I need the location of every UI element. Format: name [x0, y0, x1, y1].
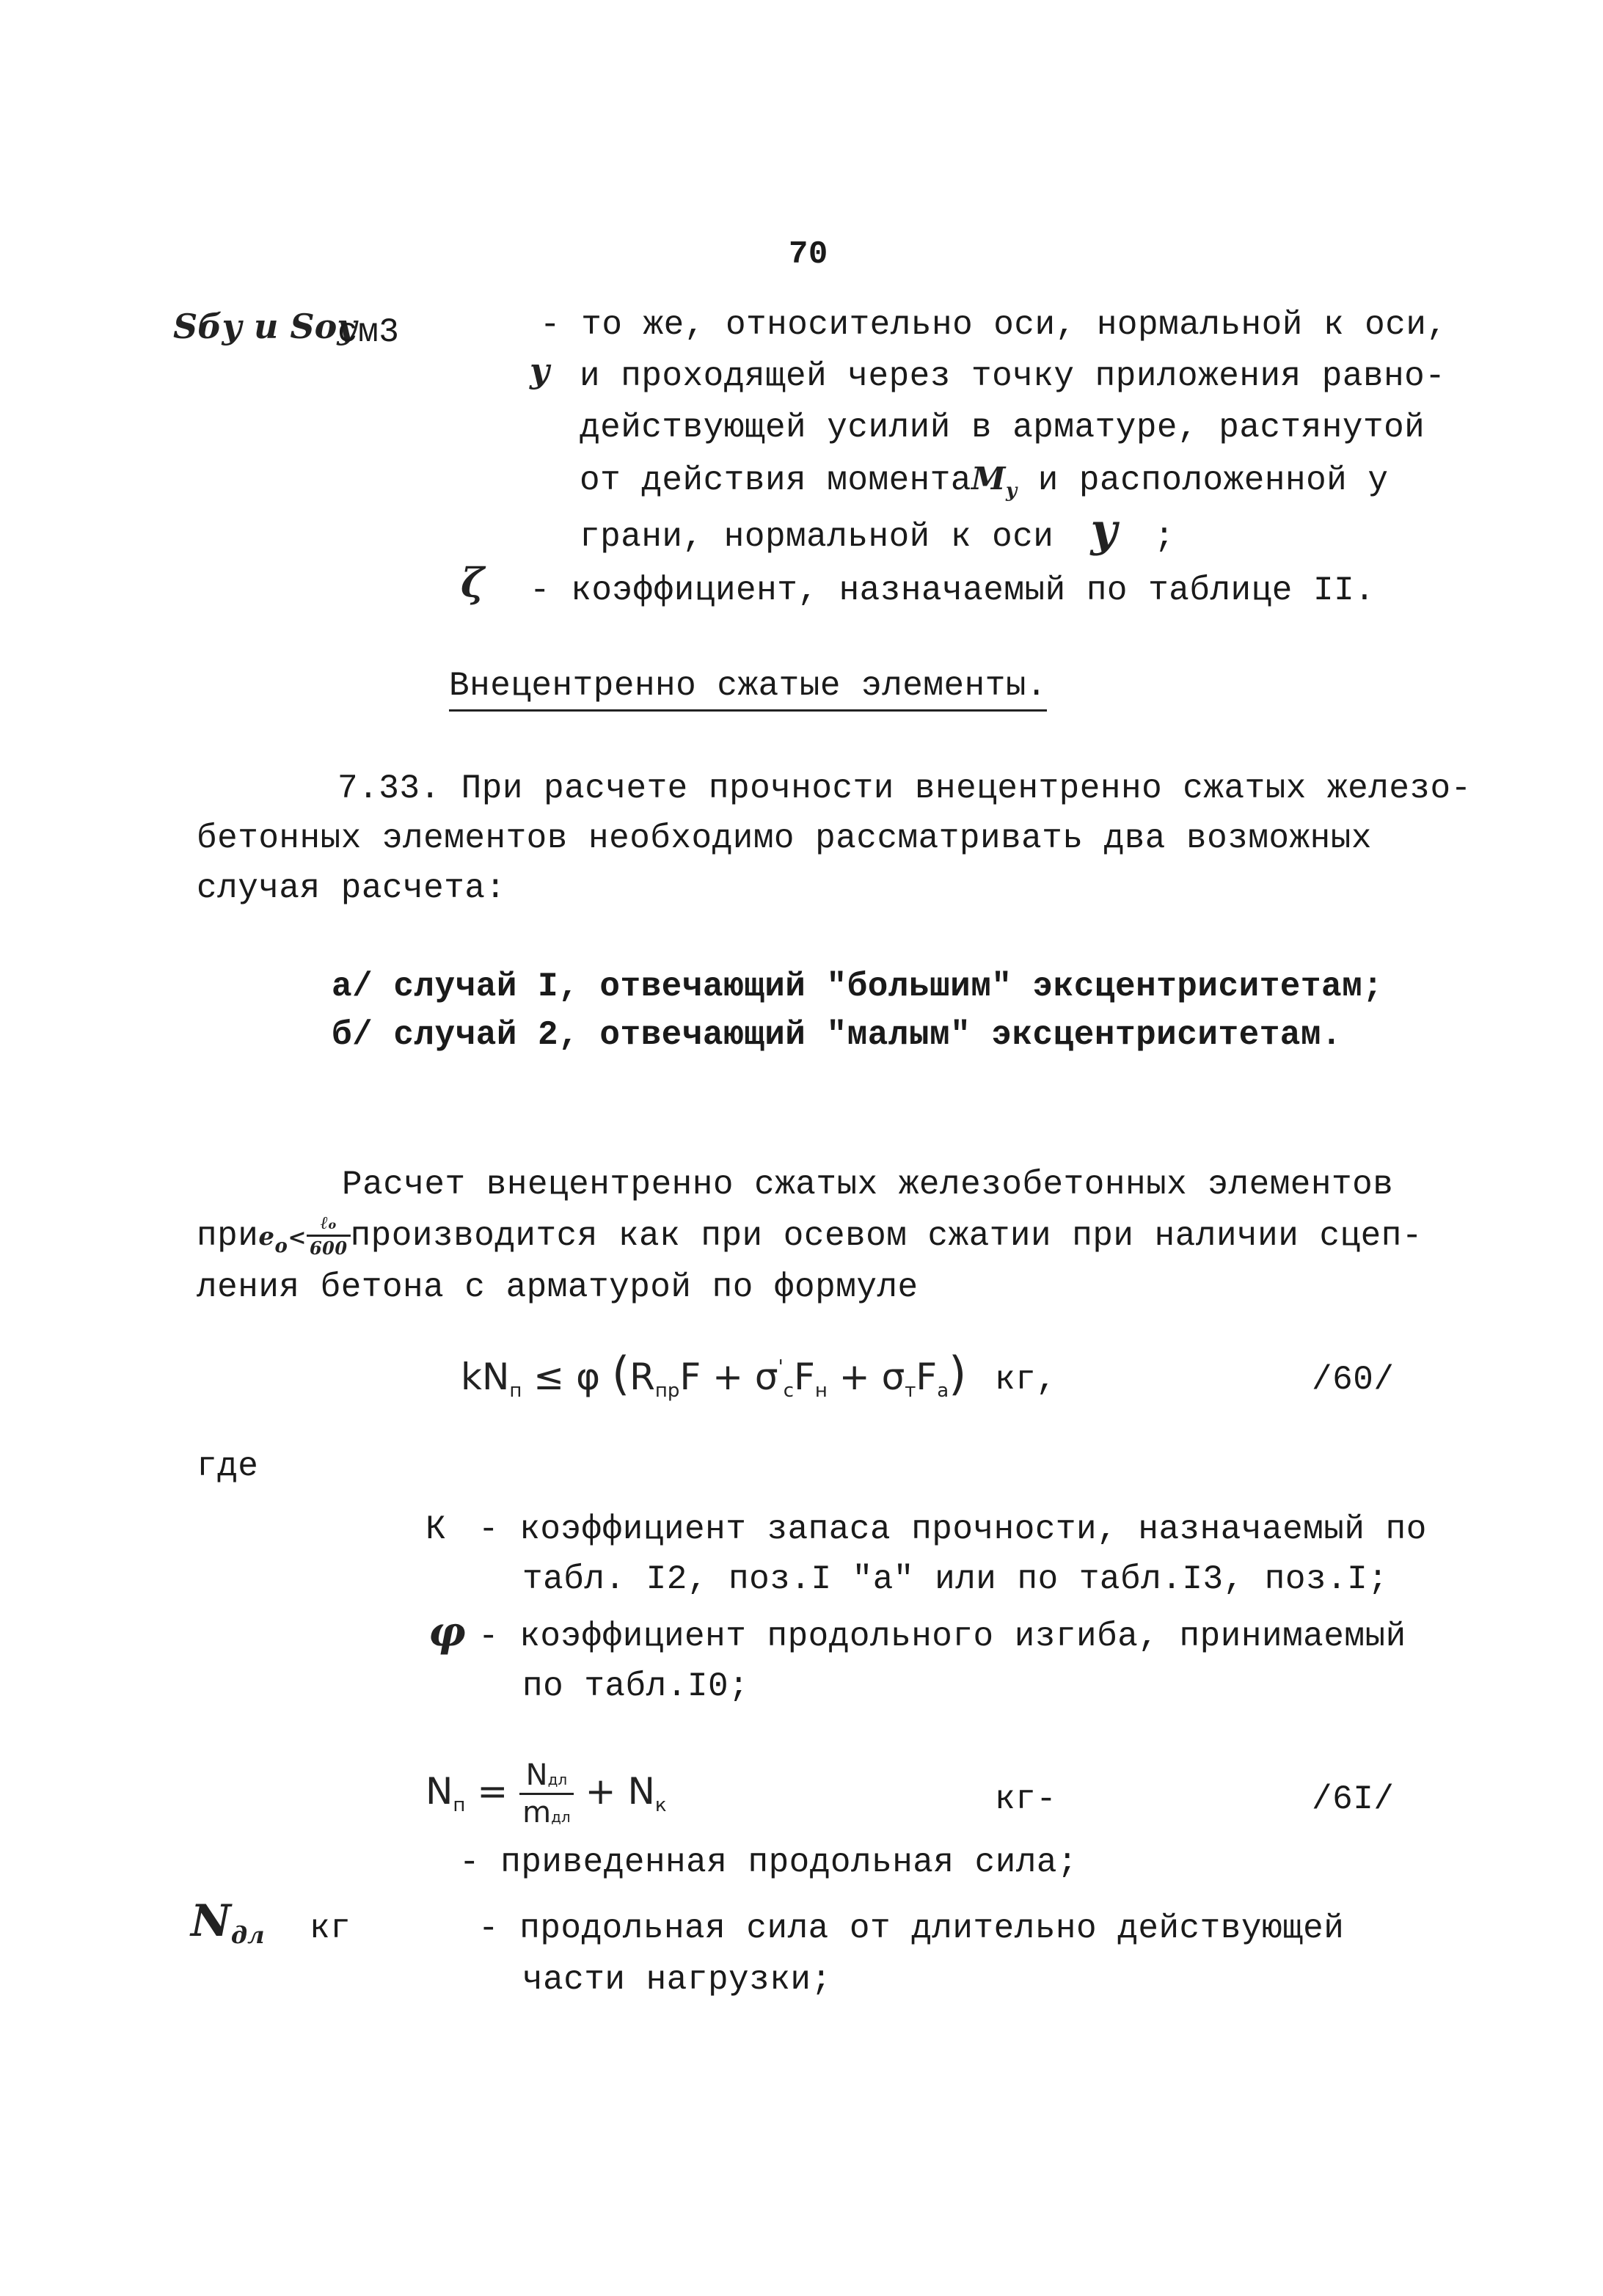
symbol-y-large: y: [1090, 503, 1118, 557]
f60-f: F: [679, 1356, 701, 1398]
cond-lhs-sub: o: [274, 1235, 288, 1257]
symbol-my: [971, 461, 1018, 502]
f61-rhs: N: [627, 1770, 655, 1813]
f60-r-sub: пр: [654, 1380, 680, 1402]
f60-sigma-c-sub: с: [783, 1380, 795, 1402]
calc-line-2-post: производится как при осевом сжатии при наличии сцеп-: [350, 1217, 1423, 1255]
def-phi-line-1: - коэффициент продольного изгиба, принимаемый: [478, 1617, 1406, 1656]
f60-kn: kN: [461, 1356, 510, 1398]
f61-den-base: m: [522, 1796, 552, 1829]
formula-60-number: /60/: [1312, 1361, 1395, 1399]
cond-denominator: 600: [309, 1237, 348, 1259]
cond-num-base: ℓ: [320, 1212, 329, 1234]
f61-numerator: [519, 1758, 574, 1795]
def-line-4-text: от действия момента: [580, 461, 971, 500]
formula-60: [461, 1347, 966, 1402]
f61-rhs-sub: к: [654, 1794, 667, 1816]
f60-leq: ≤: [533, 1356, 565, 1398]
f61-lhs-sub: п: [453, 1794, 466, 1816]
def-line-2: и проходящей через точку приложения равно-: [580, 357, 1446, 395]
f60-sigma-t: σ: [881, 1356, 905, 1398]
def-line-1: - то же, относительно оси, нормальной к оси,: [540, 306, 1447, 344]
f60-plus-2: +: [839, 1356, 870, 1398]
cond-op: <: [288, 1225, 307, 1251]
symbol-y: y: [530, 351, 549, 390]
para-733-line-3: случая расчета:: [197, 869, 506, 907]
ndl-symbol-base: N: [191, 1895, 231, 1947]
def-phi-line-2: по табл.I0;: [522, 1667, 750, 1705]
f60-fn: F: [794, 1356, 815, 1398]
formula-60-unit: кг,: [995, 1361, 1057, 1399]
f60-fa-sub: а: [937, 1380, 949, 1402]
def-k-symbol: К: [426, 1510, 447, 1549]
def-61-line: - приведенная продольная сила;: [459, 1843, 1078, 1882]
f60-kn-sub: п: [509, 1380, 522, 1402]
f60-sigma-c: σ: [754, 1356, 778, 1398]
case-b: б/ случай 2, отвечающий "малым" эксцентриситетам.: [332, 1016, 1343, 1054]
f61-den-sub: дл: [551, 1808, 571, 1826]
f61-fraction: [519, 1758, 574, 1829]
def-line-5: [580, 505, 1175, 563]
ndl-line-1: - продольная сила от длительно действующей: [478, 1909, 1345, 1948]
def-line-5-text: грани, нормальной к оси: [580, 518, 1054, 556]
zeta-definition: - коэффициент, назначаемый по таблице II.: [530, 571, 1376, 610]
cond-numerator: [307, 1214, 351, 1237]
def-line-5-semicolon: ;: [1154, 518, 1175, 556]
f60-paren-close: ): [949, 1347, 967, 1400]
my-base: M: [971, 461, 1006, 497]
f60-plus-1: +: [712, 1356, 744, 1398]
formula-61-number: /6I/: [1312, 1780, 1395, 1818]
ndl-symbol-sub: дл: [230, 1921, 265, 1949]
page-number: 70: [789, 236, 828, 273]
f60-fn-sub: н: [814, 1380, 828, 1402]
f60-paren-open: (: [611, 1347, 630, 1400]
f61-eq: =: [477, 1770, 508, 1813]
f60-r: R: [629, 1356, 655, 1398]
ndl-line-2: части нагрузки;: [522, 1961, 832, 1999]
f61-plus: +: [585, 1770, 616, 1813]
calc-line-3: ления бетона с арматурой по формуле: [197, 1268, 919, 1306]
calc-line-1: Расчет внецентренно сжатых железобетонных элементов: [342, 1166, 1394, 1204]
def-k-line-2: табл. I2, поз.I "а" или по табл.I3, поз.I;: [522, 1560, 1389, 1598]
f60-sigma-c-sup: ': [778, 1356, 784, 1378]
cond-lhs-base: e: [258, 1222, 275, 1251]
f61-denominator: [519, 1795, 574, 1827]
calc-line-2-pre: при: [197, 1217, 259, 1255]
where-label: где: [197, 1447, 259, 1485]
para-733-line-2: бетонных элементов необходимо рассматривать два возможных: [197, 819, 1372, 858]
symbol-s-by-s-oy: Sбу и Sоу: [173, 307, 357, 346]
def-k-line-1: - коэффициент запаса прочности, назначаемый по: [478, 1510, 1427, 1549]
f60-sigma-t-sub: т: [905, 1380, 916, 1402]
f61-lhs: N: [426, 1770, 453, 1813]
symbol-zeta: ζ: [461, 559, 484, 606]
def-phi-symbol: φ: [428, 1608, 466, 1656]
f60-phi: φ: [576, 1356, 601, 1398]
formula-61: [426, 1758, 667, 1829]
formula-61-unit: кг-: [995, 1780, 1057, 1818]
symbol-unit-cm3: см3: [337, 313, 400, 351]
f61-num-base: N: [525, 1758, 548, 1792]
ndl-unit: кг: [310, 1909, 351, 1948]
def-line-3: действующей усилий в арматуре, растянутой: [580, 409, 1425, 447]
cond-num-sub: o: [328, 1218, 337, 1232]
section-heading-text: Внецентренно сжатые элементы.: [449, 667, 1047, 712]
section-heading: [449, 660, 1047, 712]
case-a: а/ случай I, отвечающий "большим" эксцентриситетам;: [332, 968, 1384, 1006]
f60-fa: F: [916, 1356, 938, 1398]
def-line-4-tail: и расположенной у: [1037, 461, 1389, 500]
my-sub: y: [1006, 480, 1018, 502]
para-733-line-1: 7.33. При расчете прочности внецентренно сжатых железо-: [337, 769, 1472, 808]
ndl-symbol: [191, 1895, 265, 1949]
cond-lhs: [258, 1222, 288, 1257]
cond-fraction: [307, 1214, 351, 1257]
f61-num-sub: дл: [547, 1771, 568, 1788]
